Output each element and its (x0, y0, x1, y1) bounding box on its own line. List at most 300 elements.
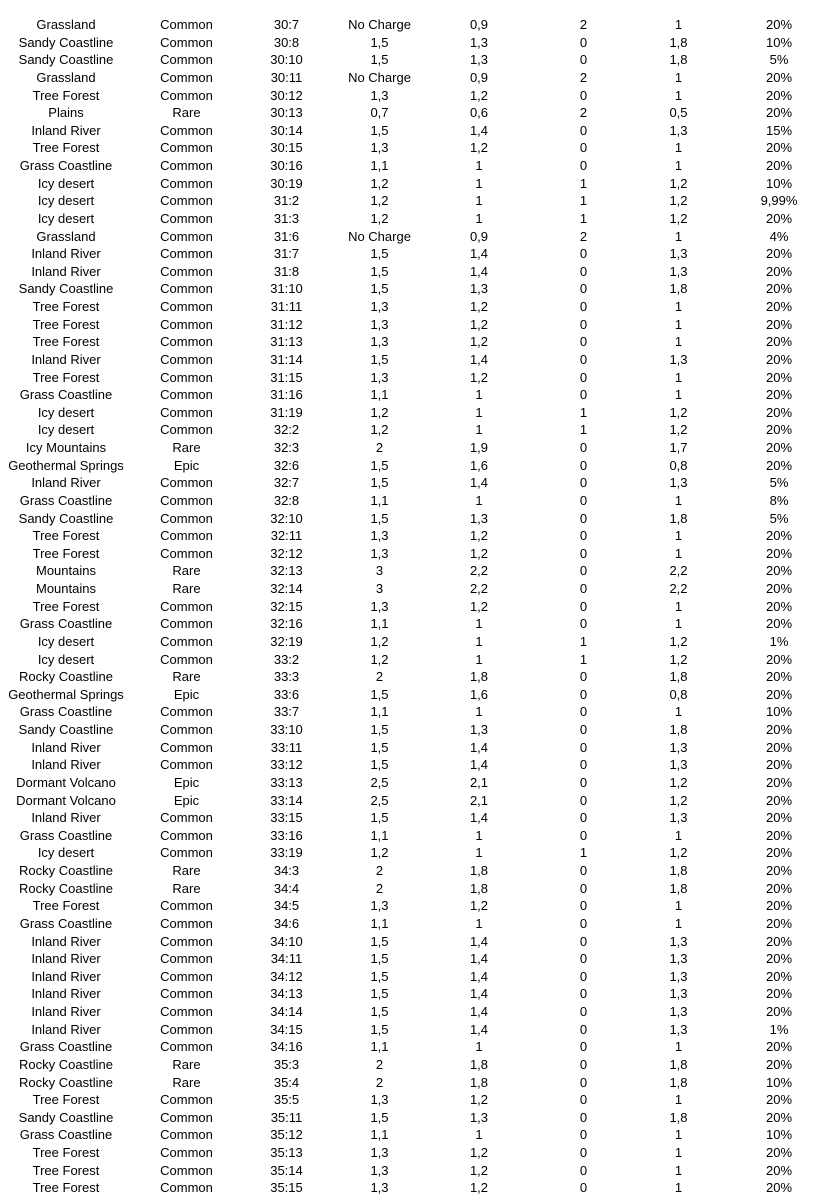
charge-cell: No Charge (348, 69, 411, 85)
terrain-name-cell: Grass Coastline (19, 915, 113, 931)
rarity-cell: Rare (172, 581, 201, 596)
value-1-cell: 1,2 (469, 898, 489, 914)
terrain-name-cell: Grass Coastline (19, 158, 113, 173)
charge-cell: 1,3 (370, 87, 389, 103)
terrain-name-cell: Icy desert (37, 193, 95, 209)
value-3-cell: 1,3 (669, 263, 688, 279)
value-1-cell: 1 (475, 651, 483, 667)
rarity-cell: Common (160, 351, 213, 367)
value-1-cell: 1,2 (469, 87, 489, 103)
charge-cell: 1,1 (370, 704, 389, 720)
charge-cell: 1,1 (370, 1127, 389, 1143)
value-3-cell: 1 (674, 704, 683, 720)
value-3-cell: 1 (674, 228, 683, 244)
value-3-cell: 1,2 (669, 404, 688, 420)
table-row (0, 421, 837, 439)
coordinate-cell: 31:10 (270, 281, 303, 297)
value-3-cell: 1,3 (669, 951, 688, 967)
value-3-cell: 1 (674, 1039, 683, 1055)
percentage-cell: 10% (765, 1074, 793, 1090)
rarity-cell: Common (160, 210, 213, 226)
terrain-name-cell: Grass Coastline (19, 492, 113, 508)
value-3-cell: 1 (674, 528, 683, 544)
rarity-cell: Common (160, 633, 213, 649)
charge-cell: 1,5 (370, 722, 389, 737)
coordinate-cell: 34:15 (270, 1021, 303, 1037)
value-1-cell: 1,2 (469, 598, 489, 614)
percentage-cell: 20% (765, 968, 793, 984)
value-1-cell: 1,3 (469, 34, 489, 50)
table-row (0, 492, 837, 510)
rarity-cell: Common (160, 915, 213, 931)
table-row (0, 615, 837, 633)
value-2-cell: 0 (579, 722, 588, 737)
value-1-cell: 1,2 (469, 1145, 489, 1160)
percentage-cell: 20% (765, 210, 793, 226)
percentage-cell: 20% (765, 1109, 793, 1125)
table-row (0, 439, 837, 457)
coordinate-cell: 33:19 (270, 845, 303, 861)
rarity-cell: Common (160, 404, 213, 420)
table-row (0, 1144, 837, 1162)
value-2-cell: 0 (579, 827, 588, 843)
percentage-cell: 20% (765, 792, 793, 808)
terrain-name-cell: Inland River (31, 263, 101, 279)
table-row (0, 1074, 837, 1092)
terrain-name-cell: Rocky Coastline (19, 863, 113, 878)
value-3-cell: 1,3 (669, 246, 688, 262)
percentage-cell: 4% (769, 228, 789, 244)
rarity-cell: Rare (172, 105, 201, 121)
table-row (0, 1021, 837, 1039)
percentage-cell: 20% (765, 1162, 793, 1178)
value-1-cell: 1,8 (469, 863, 489, 878)
value-2-cell: 2 (579, 228, 588, 244)
terrain-name-cell: Tree Forest (32, 316, 100, 332)
value-3-cell: 1,8 (669, 1074, 688, 1090)
percentage-cell: 20% (765, 369, 793, 385)
terrain-name-cell: Tree Forest (32, 545, 100, 561)
value-1-cell: 1 (475, 827, 483, 843)
rarity-cell: Common (160, 616, 213, 632)
charge-cell: 1,3 (370, 1162, 389, 1178)
value-2-cell: 1 (579, 193, 588, 209)
charge-cell: 1,3 (370, 1092, 389, 1108)
coordinate-cell: 31:19 (270, 404, 303, 420)
value-1-cell: 1,2 (469, 369, 489, 385)
terrain-name-cell: Grass Coastline (19, 1127, 113, 1143)
value-1-cell: 1,4 (469, 757, 489, 773)
value-1-cell: 1 (475, 175, 483, 191)
table-row (0, 404, 837, 422)
percentage-cell: 20% (765, 87, 793, 103)
percentage-cell: 20% (765, 915, 793, 931)
coordinate-cell: 34:10 (270, 933, 303, 949)
percentage-cell: 20% (765, 351, 793, 367)
charge-cell: 1,5 (370, 122, 389, 138)
coordinate-cell: 35:13 (270, 1145, 303, 1160)
rarity-cell: Common (160, 1004, 213, 1019)
terrain-name-cell: Grass Coastline (19, 704, 113, 720)
table-row (0, 739, 837, 757)
percentage-cell: 20% (765, 563, 793, 579)
terrain-name-cell: Geothermal Springs (8, 686, 124, 702)
value-3-cell: 1 (674, 387, 683, 403)
percentage-cell: 20% (765, 1092, 793, 1108)
table-row (0, 16, 837, 34)
value-3-cell: 0,8 (669, 686, 688, 702)
charge-cell: 1,5 (370, 810, 389, 826)
rarity-cell: Rare (172, 863, 201, 878)
terrain-name-cell: Tree Forest (32, 598, 100, 614)
terrain-name-cell: Sandy Coastline (18, 1109, 114, 1125)
value-2-cell: 0 (579, 281, 588, 297)
percentage-cell: 20% (765, 422, 793, 438)
rarity-cell: Common (160, 545, 213, 561)
value-3-cell: 1 (674, 1180, 683, 1196)
value-3-cell: 1 (674, 545, 683, 561)
charge-cell: 1,2 (370, 651, 389, 667)
value-2-cell: 0 (579, 440, 588, 455)
coordinate-cell: 34:12 (270, 968, 303, 984)
table-row (0, 157, 837, 175)
rarity-cell: Common (160, 651, 213, 667)
charge-cell: 2,5 (370, 792, 389, 808)
table-row (0, 245, 837, 263)
terrain-name-cell: Icy desert (37, 210, 95, 226)
table-row (0, 985, 837, 1003)
percentage-cell: 20% (765, 898, 793, 914)
value-1-cell: 1,8 (469, 880, 489, 896)
coordinate-cell: 31:8 (273, 263, 300, 279)
rarity-cell: Common (160, 281, 213, 297)
rarity-cell: Common (160, 1180, 213, 1196)
terrain-name-cell: Grassland (36, 228, 96, 244)
percentage-cell: 20% (765, 598, 793, 614)
terrain-name-cell: Mountains (36, 581, 96, 596)
charge-cell: 1,1 (370, 616, 389, 632)
rarity-cell: Common (160, 898, 213, 914)
terrain-name-cell: Inland River (31, 475, 101, 491)
table-row (0, 316, 837, 334)
value-3-cell: 1 (674, 1092, 683, 1108)
value-3-cell: 1,8 (669, 880, 688, 896)
value-3-cell: 1,3 (669, 475, 688, 491)
terrain-name-cell: Rocky Coastline (19, 880, 113, 896)
charge-cell: 1,1 (370, 915, 389, 931)
coordinate-cell: 32:7 (273, 475, 300, 491)
value-1-cell: 1,4 (469, 475, 489, 491)
coordinate-cell: 35:4 (273, 1074, 300, 1090)
value-2-cell: 0 (579, 87, 588, 103)
value-2-cell: 0 (579, 510, 588, 526)
rarity-cell: Rare (172, 880, 201, 896)
value-3-cell: 1 (674, 1145, 683, 1160)
percentage-cell: 20% (765, 1056, 793, 1072)
terrain-name-cell: Mountains (36, 563, 96, 579)
value-1-cell: 1,3 (469, 510, 489, 526)
coordinate-cell: 32:19 (270, 633, 303, 649)
value-2-cell: 1 (579, 651, 588, 667)
value-3-cell: 1 (674, 334, 683, 350)
rarity-cell: Common (160, 528, 213, 544)
coordinate-cell: 32:11 (270, 528, 303, 544)
value-3-cell: 1,3 (669, 986, 688, 1002)
coordinate-cell: 30:15 (270, 140, 303, 156)
rarity-cell: Common (160, 1039, 213, 1055)
rarity-cell: Common (160, 69, 213, 85)
table-row (0, 774, 837, 792)
percentage-cell: 20% (765, 17, 793, 32)
table-row (0, 1179, 837, 1197)
value-1-cell: 1,4 (469, 1004, 489, 1019)
percentage-cell: 20% (765, 440, 793, 455)
charge-cell: 1,5 (370, 34, 389, 50)
coordinate-cell: 30:12 (270, 87, 303, 103)
value-2-cell: 1 (579, 633, 588, 649)
rarity-cell: Common (160, 158, 213, 173)
terrain-name-cell: Inland River (31, 951, 101, 967)
coordinate-cell: 32:12 (270, 545, 303, 561)
value-1-cell: 1,9 (469, 440, 489, 455)
terrain-name-cell: Grass Coastline (19, 387, 113, 403)
percentage-cell: 10% (765, 1127, 793, 1143)
value-1-cell: 1,2 (469, 299, 489, 314)
table-body (0, 16, 837, 1197)
value-3-cell: 1 (674, 140, 683, 156)
terrain-name-cell: Inland River (31, 757, 101, 773)
value-3-cell: 1,3 (669, 1021, 688, 1037)
coordinate-cell: 35:3 (273, 1056, 300, 1072)
coordinate-cell: 30:11 (270, 69, 303, 85)
value-3-cell: 1 (674, 492, 683, 508)
charge-cell: 1,2 (370, 422, 389, 438)
coordinate-cell: 31:6 (273, 228, 300, 244)
terrain-name-cell: Sandy Coastline (18, 34, 114, 50)
table-row (0, 87, 837, 105)
value-2-cell: 0 (579, 1021, 588, 1037)
value-3-cell: 1,8 (669, 34, 688, 50)
value-2-cell: 0 (579, 986, 588, 1002)
table-row (0, 1109, 837, 1127)
percentage-cell: 20% (765, 686, 793, 702)
percentage-cell: 20% (765, 933, 793, 949)
percentage-cell: 1% (769, 1021, 789, 1037)
charge-cell: 1,3 (370, 299, 389, 314)
terrain-name-cell: Tree Forest (32, 528, 100, 544)
coordinate-cell: 34:5 (273, 898, 300, 914)
terrain-name-cell: Tree Forest (32, 369, 100, 385)
percentage-cell: 20% (765, 334, 793, 350)
charge-cell: 2 (375, 1074, 384, 1090)
rarity-cell: Rare (172, 669, 201, 685)
coordinate-cell: 30:7 (273, 17, 300, 32)
coordinate-cell: 31:11 (270, 299, 303, 314)
value-3-cell: 1 (674, 827, 683, 843)
value-2-cell: 2 (579, 105, 588, 121)
charge-cell: 1,5 (370, 968, 389, 984)
value-2-cell: 0 (579, 1162, 588, 1178)
value-1-cell: 1,4 (469, 246, 489, 262)
charge-cell: 1,3 (370, 140, 389, 156)
terrain-name-cell: Tree Forest (32, 140, 100, 156)
table-row (0, 897, 837, 915)
coordinate-cell: 35:5 (273, 1092, 300, 1108)
terrain-name-cell: Icy desert (37, 422, 95, 438)
coordinate-cell: 30:13 (270, 105, 303, 121)
charge-cell: 1,5 (370, 510, 389, 526)
terrain-name-cell: Tree Forest (32, 1162, 100, 1178)
rarity-cell: Common (160, 175, 213, 191)
percentage-cell: 20% (765, 863, 793, 878)
value-2-cell: 0 (579, 528, 588, 544)
table-row (0, 633, 837, 651)
coordinate-cell: 32:8 (273, 492, 300, 508)
value-2-cell: 1 (579, 404, 588, 420)
value-3-cell: 1 (674, 17, 683, 32)
terrain-name-cell: Icy desert (37, 651, 95, 667)
value-2-cell: 0 (579, 810, 588, 826)
terrain-name-cell: Rocky Coastline (19, 1074, 113, 1090)
value-2-cell: 0 (579, 792, 588, 808)
percentage-cell: 20% (765, 739, 793, 755)
value-3-cell: 1,3 (669, 968, 688, 984)
terrain-name-cell: Inland River (31, 933, 101, 949)
value-2-cell: 0 (579, 316, 588, 332)
value-1-cell: 1,8 (469, 669, 489, 685)
value-2-cell: 0 (579, 739, 588, 755)
percentage-cell: 20% (765, 1145, 793, 1160)
rarity-cell: Common (160, 316, 213, 332)
charge-cell: 1,5 (370, 757, 389, 773)
coordinate-cell: 33:14 (270, 792, 303, 808)
value-2-cell: 0 (579, 968, 588, 984)
charge-cell: 1,1 (370, 492, 389, 508)
coordinate-cell: 33:12 (270, 757, 303, 773)
table-row (0, 756, 837, 774)
rarity-cell: Common (160, 598, 213, 614)
value-2-cell: 0 (579, 863, 588, 878)
value-2-cell: 0 (579, 34, 588, 50)
value-2-cell: 0 (579, 545, 588, 561)
table-row (0, 686, 837, 704)
percentage-cell: 20% (765, 757, 793, 773)
terrain-name-cell: Icy Mountains (25, 440, 107, 455)
value-2-cell: 0 (579, 475, 588, 491)
percentage-cell: 20% (765, 158, 793, 173)
value-1-cell: 1,3 (469, 281, 489, 297)
value-2-cell: 0 (579, 898, 588, 914)
value-2-cell: 0 (579, 492, 588, 508)
value-3-cell: 1,8 (669, 1109, 688, 1125)
value-1-cell: 1 (475, 704, 483, 720)
charge-cell: 1,5 (370, 457, 389, 473)
charge-cell: 1,2 (370, 404, 389, 420)
charge-cell: 1,2 (370, 210, 389, 226)
rarity-cell: Rare (172, 440, 201, 455)
value-2-cell: 0 (579, 1092, 588, 1108)
value-3-cell: 1 (674, 87, 683, 103)
rarity-cell: Common (160, 52, 213, 68)
rarity-cell: Epic (173, 792, 200, 808)
percentage-cell: 15% (765, 122, 793, 138)
table-row (0, 457, 837, 475)
value-3-cell: 1,3 (669, 739, 688, 755)
value-1-cell: 1,2 (469, 1092, 489, 1108)
rarity-cell: Common (160, 299, 213, 314)
value-1-cell: 1,3 (469, 52, 489, 68)
charge-cell: No Charge (348, 228, 411, 244)
table-row (0, 968, 837, 986)
terrain-name-cell: Tree Forest (32, 1145, 100, 1160)
table-row (0, 1038, 837, 1056)
value-2-cell: 0 (579, 369, 588, 385)
value-3-cell: 1 (674, 316, 683, 332)
value-1-cell: 1,4 (469, 951, 489, 967)
percentage-cell: 20% (765, 140, 793, 156)
terrain-name-cell: Grassland (36, 17, 96, 32)
charge-cell: 1,5 (370, 263, 389, 279)
value-2-cell: 2 (579, 69, 588, 85)
terrain-name-cell: Grass Coastline (19, 1039, 113, 1055)
percentage-cell: 20% (765, 774, 793, 790)
charge-cell: 1,5 (370, 246, 389, 262)
charge-cell: 2 (375, 863, 384, 878)
percentage-cell: 20% (765, 669, 793, 685)
table-row (0, 545, 837, 563)
coordinate-cell: 31:2 (273, 193, 300, 209)
terrain-name-cell: Inland River (31, 122, 101, 138)
value-1-cell: 1,3 (469, 1109, 489, 1125)
percentage-cell: 5% (769, 52, 789, 68)
value-3-cell: 1,3 (669, 351, 688, 367)
value-1-cell: 1 (475, 845, 483, 861)
percentage-cell: 1% (769, 633, 789, 649)
charge-cell: 1,5 (370, 1004, 389, 1019)
terrain-name-cell: Sandy Coastline (18, 52, 114, 68)
table-row (0, 369, 837, 387)
value-3-cell: 1,8 (669, 52, 688, 68)
value-2-cell: 0 (579, 774, 588, 790)
rarity-cell: Common (160, 739, 213, 755)
table-row (0, 862, 837, 880)
value-3-cell: 1,2 (669, 193, 688, 209)
value-3-cell: 0,8 (669, 457, 688, 473)
value-3-cell: 1,7 (669, 440, 688, 455)
percentage-cell: 8% (769, 492, 789, 508)
terrain-name-cell: Inland River (31, 968, 101, 984)
charge-cell: 3 (375, 581, 384, 596)
percentage-cell: 20% (765, 528, 793, 544)
rarity-cell: Rare (172, 1074, 201, 1090)
value-1-cell: 1,4 (469, 968, 489, 984)
coordinate-cell: 35:12 (270, 1127, 303, 1143)
value-2-cell: 0 (579, 669, 588, 685)
value-3-cell: 1,2 (669, 175, 688, 191)
charge-cell: 1,5 (370, 951, 389, 967)
charge-cell: 2 (375, 669, 384, 685)
percentage-cell: 20% (765, 1039, 793, 1055)
percentage-cell: 20% (765, 880, 793, 896)
value-2-cell: 2 (579, 17, 588, 32)
value-2-cell: 0 (579, 915, 588, 931)
value-3-cell: 1 (674, 915, 683, 931)
percentage-cell: 20% (765, 299, 793, 314)
value-1-cell: 1,8 (469, 1056, 489, 1072)
terrain-name-cell: Tree Forest (32, 87, 100, 103)
table-row (0, 210, 837, 228)
coordinate-cell: 34:16 (270, 1039, 303, 1055)
